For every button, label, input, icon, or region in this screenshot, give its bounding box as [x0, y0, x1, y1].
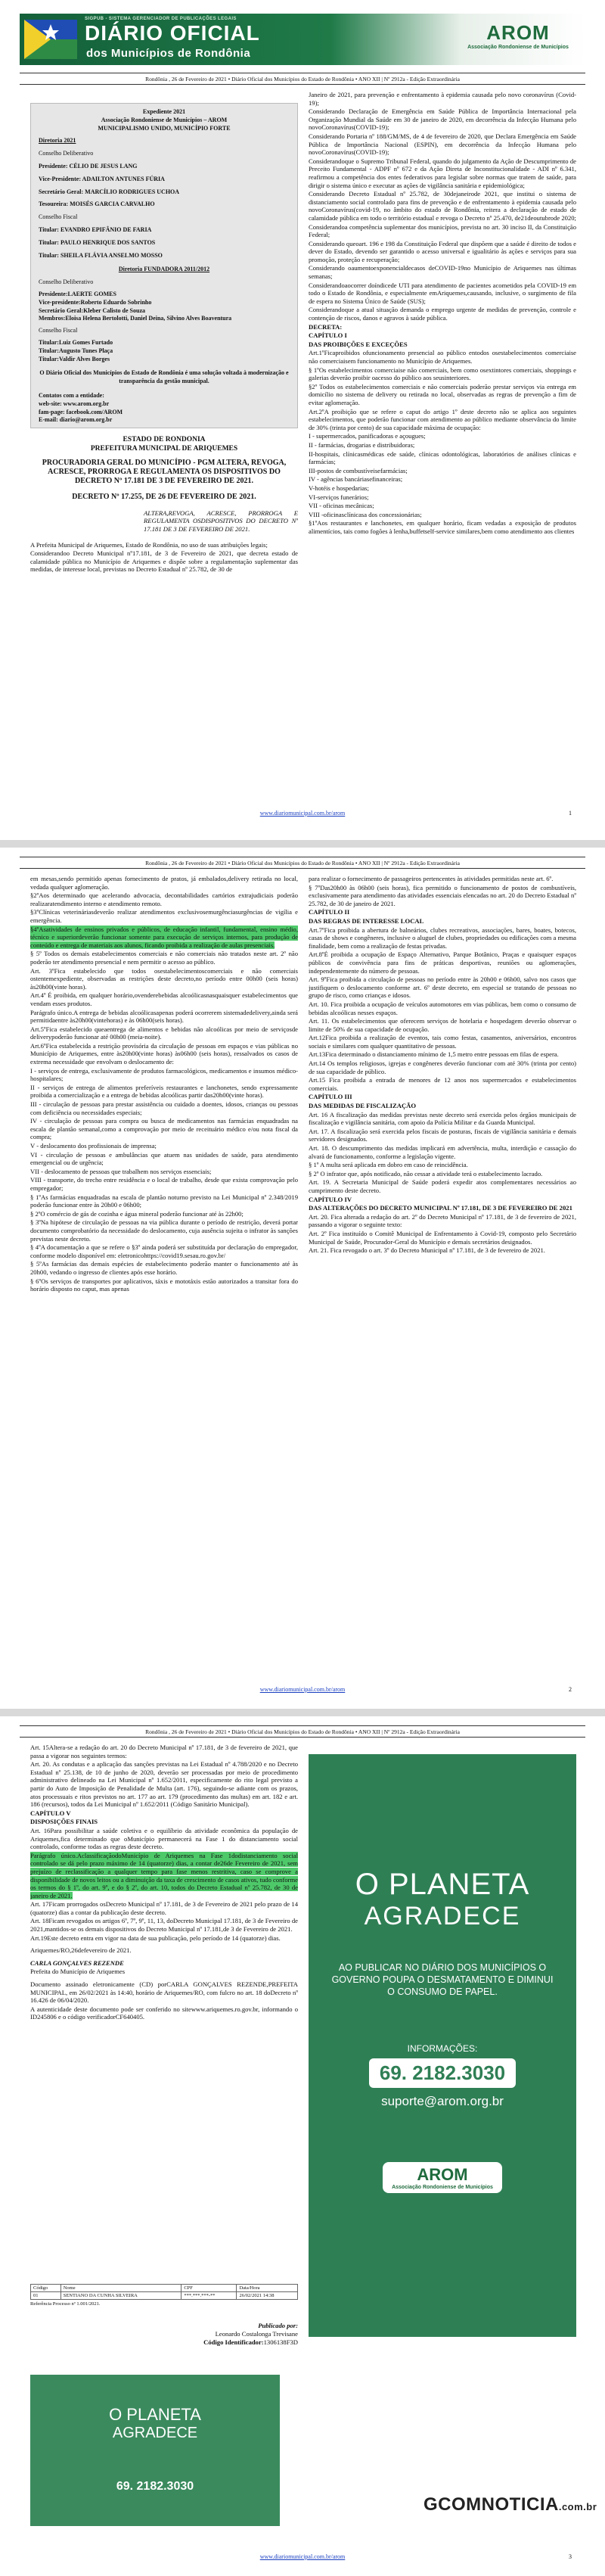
role-line: Secretário Geral: MARCÍLIO RODRIGUES UCHOA [39, 188, 180, 195]
paragraph: § 2ºO comércio de gás de cozinha e água mineral poderão funcionar até às 22h00; [30, 1209, 244, 1218]
paragraph: A autenticidade deste documento pode ser conferido no sitewww.ariquemes.ro.gov.br, informando o ID245806 e o código verificadorCF640405. [30, 2005, 298, 2021]
date-line: Ariquemes/RO,26defevereiro de 2021. [30, 1946, 132, 1955]
paragraph: Considerando Portaria nº 188/GM/MS, de 4 de fevereiro de 2020, que Declara Emergência em Saúde Pública de Importância Nacional (ESPIN), em decorrência da Infecção Humana pelo novoCoronavírus(COVID-19); [309, 132, 576, 157]
paragraph: Art.4º É proibida, em qualquer horário,ovenderebebidas alcoólicasnasquaisquer estabelecimentos que vendam esses produtos. [30, 991, 298, 1007]
paragraph: V - deslocamento dos profissionais de imprensa; [30, 1142, 157, 1150]
state-name: ESTADO DE RONDÔNIA [123, 436, 206, 443]
act-heading: PROCURADORIA GERAL DO MUNICÍPIO - PGM ALTERA, REVOGA, ACRESCE, PRORROGA E REGULAMENTA OS DISPOSITIVOS DO DECRETO Nº 17.181 DE 3 DE FEVEREIRO DE 2021. [42, 459, 287, 486]
paragraph: Art. 21. Fica revogado o art. 3º do Decreto Municipal nº 17.181, de 3 de fevereiro de 2021. [309, 1246, 545, 1255]
paragraph: II-hospitais, clínicasmédicas ede saúde, clínicas odontológicas, laboratórios de análises clínicas e farmácias; [309, 450, 576, 466]
process-reference: Referência Processo nº 1.001/2021. [30, 2301, 101, 2307]
arom-logo [461, 21, 575, 59]
role-line: Titular: SHEILA FLÁVIA ANSELMO MOSSO [39, 251, 163, 259]
paragraph: VI-serviços funerários; [309, 493, 369, 501]
section-heading: CAPÍTULO V [30, 1809, 71, 1817]
paragraph: Art. 18Ficam revogados os artigos 6º, 7º, 9º, 11, 13, doDecreto Municipal 17.181, de 3 de Fevereiro de 2021,mantidos-se os demais dispositivos do Decreto Municipal nº 17.181,de 3 de Fevereiro de 2021. [30, 1917, 298, 1934]
founder-line: Presidente:LAERTE GOMES [39, 290, 116, 297]
paragraph: Art. 16Para possibilitar a saúde coletiva e o equilíbrio da atividade econômica da população de Ariquemes,fica determinado que oMunicípio permanecerá na Fase 1 do distanciamento social controlado, conforme todas as regras deste decreto. [30, 1826, 298, 1851]
ad-info-label: INFORMAÇÕES: [407, 2043, 478, 2054]
decree-ementa: ALTERA,REVOGA, ACRESCE, PRORROGA E REGULAMENTA OSDISPOSITIVOS DO DECRETO Nº 17.181 DE 3 DE FEVEREIRO DE 2021. [144, 509, 298, 533]
role-line: Titular: PAULO HENRIQUE DOS SANTOS [39, 238, 156, 246]
section-heading: DAS PROIBIÇÕES E EXCEÇÕES [309, 340, 408, 348]
table-row [31, 2292, 298, 2300]
page-number: 2 [569, 1686, 572, 1693]
paragraph: Art.8ºÉ proibida a ocupação de Espaço Alternativo, Parque Botânico, Praças e quaisquer espaços públicos de convivência para fins de práticas desportivas, reuniões ou aglomerações, independentemente do número de pessoas. [309, 950, 576, 975]
paragraph: Considerando queoart. 196 e 198 da Constituição Federal que dispõem que a saúde é direito de todos e dever do Estado, devendo ser garantido o acesso universal e igualitário às ações e serviços para sua promoção, proteção e recuperação; [309, 239, 576, 263]
expediente-line: Associação Rondoniense de Municípios – AROM [101, 116, 228, 123]
decree-title: DECRETO Nº 17.255, DE 26 DE FEVEREIRO DE 2021. [72, 493, 256, 502]
section-heading: CAPÍTULO IV [309, 1195, 352, 1203]
highlight: §4ºAsatividades de ensinos privados e públicos, de educação infantil, fundamental, ensino médio, técnico e superiordeverão funcionar somente para execução de serviços internos, para produção de conteúdo e entrega de materiais aos alunos, ficando proibida a realização de aulas presenciais. [30, 925, 298, 949]
paragraph: VI - circulação de pessoas e ambulâncias que atuem nas unidades de saúde, para atendimento emergencial ou de urgência; [30, 1150, 298, 1167]
ad-email: suporte@arom.org.br [381, 2094, 504, 2108]
paragraph: Art.12Fica proibida a realização de eventos, tais como festas, casamentos, aniversários, encontros sociais e similares com qualquer quantitativo de pessoas. [309, 1034, 576, 1050]
table-cell: 01 [31, 2292, 61, 2300]
directory-heading: Diretoria 2021 [39, 137, 76, 145]
paragraph: Art. 20. Fica alterada a redação do art. 2º do Decreto Municipal nº 17.181, de 3 de fevereiro de 2021, passando a vigorar o seguinte texto: [309, 1212, 576, 1229]
paragraph: Art.15 Fica proibida a entrada de menores de 12 anos nos supermercados e estabelecimentos comerciais. [309, 1076, 576, 1092]
section-heading: DISPOSIÇÕES FINAIS [30, 1818, 98, 1826]
paragraph: Considerandoa competência suplementar dos municípios, prevista no art. 30 inciso II, da Constituição Federal; [309, 222, 576, 239]
rondonia-flag-icon [24, 20, 77, 59]
page-1 [0, 0, 605, 840]
planet-ad-small [30, 2375, 280, 2526]
signer-role: Prefeita do Município de Ariquemes [30, 1968, 126, 1976]
table-header: Data/Hora [237, 2285, 298, 2292]
ad-line2: AGRADECE [364, 1902, 521, 1930]
paragraph: VII - oficinas mecânicas; [309, 502, 374, 510]
arom-logo-caption: Associação Rondoniense de Municípios [467, 45, 569, 50]
identifier-code: 1306138F3D [263, 2338, 298, 2346]
paragraph: Art. 16 A fiscalização das medidas previstas neste decreto será exercida pelos órgãos municipais de fiscalização e vigilância sanitária, com apoio da Polícia Militar e da Guarda Municipal. [309, 1110, 576, 1127]
page-number: 1 [569, 810, 572, 817]
section-heading: CAPÍTULO II [309, 908, 350, 916]
page-footer [20, 2553, 585, 2560]
paragraph: §1ºAos restaurantes e lanchonetes, em qualquer horário, ficam vedadas a exposição de produtos alimentícios, tais como fogões à lenha,buffetself-service similares,bem como atendimento aos clientes [309, 519, 576, 535]
ad-line1: O PLANETA [109, 2405, 201, 2424]
founder-line: Vice-presidente:Roberto Eduardo Sobrinho [39, 298, 152, 306]
paragraph: § 2º O infrator que, após notificado, não cessar a atividade terá o estabelecimento lacrado. [309, 1169, 543, 1178]
paragraph: IV - agências bancáriasefinanceiras; [309, 475, 403, 484]
paragraph: IV - circulação de pessoas para compra ou busca de medicamentos nas farmácias enquadradas na escala de plantão semanal,como a comprovação por meio de receituário médico e/ou nota fiscal da compra; [30, 1117, 298, 1141]
section-heading: CAPÍTULO I [309, 331, 347, 340]
contact-line: fam-page: facebook.com/AROM [39, 408, 123, 415]
paragraph: para realizar o fornecimento de passageiros pertencentes às atividades permitidas neste art. 6º. [309, 875, 554, 882]
table-header: Código [31, 2285, 61, 2292]
founder-line: Titular:Augusto Tunes Plaça [39, 347, 113, 354]
arom-logo [383, 2162, 502, 2193]
paragraph: Art. 17Ficam prorrogados osDecreto Municipal nº 17.181, de 3 de Fevereiro de 2021 pelo prazo de 14 (quatorze) dias a contar da publicação deste decreto. [30, 1900, 298, 1916]
code-label: Código Identificador: [203, 2338, 264, 2346]
table-cell: SENTIANO DA CUNHA SILVEIRA [60, 2292, 182, 2300]
highlighted-paragraph [30, 926, 298, 950]
p2-left-column [30, 875, 298, 1677]
highlight: Parágrafo único.AclassificaçãodoMunicípio de Ariquemes na Fase 1dodistanciamento social controlado se dá pelo prazo máximo de 14 (quatorze) dias, a contar de26de Fevereiro de 2021, sem prejuízo de reclassificação a qualquer tempo para fase menos restritiva, caso se comprove a disponibilidade de novos leitos ou a diminuição da taxa de crescimento de casos ativos, tudo conforme os termos do § 1º, do art. 9º, e do § 2º, do art. 10, todos do Decreto Estadual nº 25.782, de 30 de janeiro de 2021. [30, 1851, 298, 1899]
ad-phone: 69. 2182.3030 [369, 2058, 516, 2088]
table-header: CPF [182, 2285, 237, 2292]
paragraph: § 1º A multa será aplicada em dobro em caso de reincidência. [309, 1161, 468, 1169]
paragraph: § 5º Todos os demais estabelecimentos comerciais e não comerciais não tratados neste art. 2º não poderão ter atendimento presencial e nem permitir o acesso ao público. [30, 950, 298, 966]
paragraph: Art. 20. As condutas e a aplicação das sanções previstas na Lei Estadual nº 4.788/2020 e no Decreto Estadual nº 25.138, de 10 de junho de 2020, deverão ser processadas por meio de procedimento administrativo delineado na Lei Municipal nº 1.652/2011, especificamente do rito legal previsto a partir do Auto de Imposição de Penalidade de Multa (art. 176), seguindo-se adiante com os prazos, atos processuais e ritos previstos no art. 177 ao art. 179 (procedimento das multas) em art. 182 e art. 186 (recursos), todos da Lei Municipal nº 1.652/2011 (Código Sanitário Municipal). [30, 1760, 298, 1809]
contact-line: Contatos com a entidade: [39, 391, 104, 399]
paragraph: Art.5ºFica estabelecido queaentrega de alimentos e bebidas não alcoólicas por meio de serviçosde deliverypoderão funcionar até 00h00 (meia-noite). [30, 1025, 298, 1041]
masthead-title: DIÁRIO OFICIAL [85, 21, 260, 45]
paragraph: Parágrafo único.A entrega de bebidas alcoólicasapenas poderá ocorrerem sistemadedelivery,ainda será permitidaentre às20h00(vintehoras) e às 06h00(seis horas). [30, 1008, 298, 1025]
founder-line: Conselho Fiscal [39, 327, 78, 334]
expediente-line: Expediente 2021 [142, 108, 186, 115]
masthead-banner [20, 14, 585, 65]
signer-name: CARLA GONÇALVES REZENDE [30, 1958, 124, 1967]
paragraph: § 5ºAs farmácias das demais espécies de estabelecimento poderão manter o funcionamento até às 20h00, vedando o ingresso de clientes após esse horário. [30, 1260, 298, 1276]
paragraph: VII - deslocamento de pessoas que trabalhem nos serviços essenciais; [30, 1167, 212, 1175]
role-line: Conselho Fiscal [39, 213, 78, 221]
role-line: Presidente: CÉLIO DE JESUS LANG [39, 162, 138, 170]
publication-info [30, 2322, 298, 2347]
page-2 [0, 848, 605, 1709]
paragraph: Considerando oaumentoexponencialdecasos deCOVID-19no Município de Ariquemes nas últimas semanas; [309, 264, 576, 281]
running-header: Rondônia , 26 de Fevereiro de 2021 • Diário Oficial dos Municípios do Estado de Rondônia • ANO XII | Nº 2912a - Edição Extraordinária [20, 1725, 585, 1738]
section-heading: CAPÍTULO III [309, 1093, 352, 1101]
mission-text: O Diário Oficial dos Municípios do Estado de Rondônia é uma solução voltada à modernização e transparência da gestão municipal. [39, 369, 289, 385]
founders-heading: Diretoria FUNDADORA 2011/2012 [118, 266, 210, 273]
p2-right-column [309, 875, 576, 1677]
p1-right-column [309, 91, 576, 802]
paragraph: II - serviços de entrega de alimentos preferíveis restaurantes e lanchonetes, sendo expressamente proibida a comercialização e a entrega de bebidas alcoólicas partir das20h00(vinte horas). [30, 1083, 298, 1100]
paragraph: VIII - transporte, do trecho entre residência e o local de trabalho, desde que exista comprovação pelo empregador; [30, 1176, 298, 1192]
paragraph: Art. 18. O descumprimento das medidas implicará em advertência, multa, interdição e cassação do alvará de funcionamento, conforme a legislação vigente. [309, 1144, 576, 1160]
paragraph: Art.1ºFicaproibidos ofuncionamento presencial ao público entodos osestabelecimentos comerciaise não comerciaisem funcionamento no Município de Ariquemes. [309, 349, 576, 365]
footer-link[interactable]: www.diariomunicipal.com.br/arom [259, 810, 346, 817]
section-heading: DAS REGRAS DE INTERESSE LOCAL [309, 916, 424, 925]
paragraph: I - serviços de entrega, exclusivamente de produtos farmacológicos, medicamentos e insumos médico-hospitalares; [30, 1066, 298, 1083]
paragraph: II - farmácias, drogarias e distribuidoras; [309, 440, 415, 449]
paragraph: § 6ºOs serviços de transportes por aplicativos, táxis e mototáxis estão autorizados a transitar fora do horário disposto no caput, mas apenas [30, 1277, 298, 1293]
paragraph: III - circulação de pessoas para prestar assistência ou cuidado a doentes, idosos, crianças ou pessoas com deficiência ou necessidades especiais; [30, 1100, 298, 1116]
paragraph: Art. 2º Fica instituído o Comitê Municipal de Enfrentamento à Covid-19, composto pelo Secretário Municipal de Saúde, Procurador-Geral do Município e demais secretários designados. [309, 1229, 576, 1246]
ad-phone: 69. 2182.3030 [116, 2480, 194, 2493]
paragraph: Art. 15Altera-se a redação do art. 20 do Decreto Municipal nº 17.181, de 3 de fevereiro de 2021, que passa a vigorar nos seguintes termos: [30, 1744, 298, 1759]
prefecture-name: PREFEITURA MUNICIPAL DE ARIQUEMES [90, 444, 238, 453]
paragraph: VIII -oficinasclínicasa dos concessionárias; [309, 510, 422, 518]
page-footer [20, 810, 585, 817]
paragraph: Documento assinado eletronicamente (CD) porCARLA GONÇALVES REZENDE,PREFEITA MUNICIPAL, em 26/02/2021 às 14:40, horário de Ariquemes/RO, com fulcro no art. 18 doDecreto nº 16.426 de 06/04/2020. [30, 1980, 298, 2005]
paragraph: Considerandoo Decreto Municipal nº17.181, de 3 de Fevereiro de 2021, que decreta estado de calamidade pública no Município de Ariquemes e dispõe sobre a regulamentação suplementar das medidas, de interesse local, previstas no Decreto Estadual nº 25.782, de 30 de [30, 549, 298, 574]
table-cell: 26/02/2021 14:38 [237, 2292, 298, 2300]
ad-line2: AGRADECE [112, 2425, 198, 2441]
section-heading: DAS ALTERAÇÕES DO DECRETO MUNICIPAL Nº 17.181, DE 3 DE FEVEREIRO DE 2021 [309, 1204, 572, 1212]
ad-body: AO PUBLICAR NO DIÁRIO DOS MUNICÍPIOS O GOVERNO POUPA O DESMATAMENTO E DIMINUI O CONSUMO DE PAPEL. [331, 1962, 554, 1997]
expediente-line: MUNICIPALISMO UNIDO, MUNICÍPIO FORTE [98, 124, 231, 132]
table-cell: ***.***.***-** [182, 2292, 237, 2300]
paragraph: V-hotéis e hospedarias; [309, 484, 369, 492]
page-3 [0, 1716, 605, 2576]
paragraph: A Prefeita Municipal de Ariquemes, Estado de Rondônia, no uso de suas atribuições legais; [30, 540, 268, 549]
paragraph: Considerandoque a atual situação demanda o emprego urgente de medidas de prevenção, controle e contenção de riscos, danos e agravos à saúde pública. [309, 306, 576, 322]
founder-line: Conselho Deliberativo [39, 278, 94, 286]
publisher-name: Leonardo Costalonga Trevisane [215, 2330, 298, 2338]
published-by-label: Publicado por: [258, 2322, 298, 2329]
paragraph: § 1ºOs estabelecimentos comerciaise não comerciais, bem como osextintores comerciais, shoppings e galerias deverão proibir oacesso do público aos seusinteriores. [309, 366, 576, 382]
paragraph: Art. 10. Fica proibida a ocupação de veículos automotores em vias públicas, bem como o consumo de bebidas alcoólicas nesses espaços. [309, 1000, 576, 1016]
paragraph: § 1ºAs farmácias enquadradas na escala de plantão noturno previsto na Lei Municipal nº 2.348/2019 poderão funcionar entre às 20h00 e 06h00; [30, 1193, 298, 1209]
page-number: 3 [569, 2553, 572, 2560]
contact-line: web-site: www.arom.org.br [39, 400, 110, 407]
p3-left-column [30, 1744, 298, 2273]
p1-left-column [30, 436, 298, 761]
paragraph: Considerando Declaração de Emergência em Saúde Pública de Importância Internacional pela Organização Mundial da Saúde em 30 de janeiro de 2020, em decorrência da Infecção Humana pelo novoCoronavírus(COVID-19); [309, 107, 576, 132]
role-line: Titular: EVANDRO EPIFÂNIO DE FARIA [39, 226, 152, 233]
founder-line: Secretário Geral:Kleber Calisto de Souza [39, 306, 146, 314]
signature-table [30, 2284, 298, 2307]
paragraph: Art.6ºFica estabelecida a restrição provisória da circulação de pessoas em espaços e vias públicas no Município de Ariquemes, entre às20h00(vinte horas) às06h00 (seis horas), ressalvados os casos de extrema necessidade que envolvam o deslocamento de: [30, 1041, 298, 1066]
paragraph: Art.7ºFica proibida a abertura de balneários, clubes recreativos, associações, bares, boates, botecos, casas de shows e congêneres, inclusive o aluguel de clubes, propriedades ou edificações com a mesma finalidade, bem como a realização de festas privadas. [309, 926, 576, 950]
table-header: Nome [60, 2285, 182, 2292]
paragraph: Janeiro de 2021, para prevenção e enfrentamento à epidemia causada pelo novo coronavírus (Covid-19); [309, 91, 576, 107]
paragraph: III-postos de combustíveisefarmácias; [309, 466, 408, 474]
paragraph: Art. 11. Os estabelecimentos que oferecem serviços de hotelaria e hospedagem deverão observar o limite de 50% de sua capacidade de ocupação. [309, 1017, 576, 1033]
paragraph: Art.2ºA proibição que se refere o caput do artigo 1º deste decreto não se aplica aos seguintes estabelecimentos, que poderão funcionar com atendimento ao público mediante observância do limite de 30% (trinta por cento) de sua capacidade máxima de ocupação: [309, 407, 576, 431]
paragraph: Considerandoaocorrer doíndicede UTI para atendimento de pacientes acometidos pela COVID-19 em todo o Estado de Rondônia, e especialmente emAriquemes,causando, inclusive, o surgimento de fila de espera no Sistema Único de Saúde (SUS); [309, 281, 576, 305]
running-header: Rondônia , 26 de Fevereiro de 2021 • Diário Oficial dos Municípios do Estado de Rondônia • ANO XII | Nº 2912a - Edição Extraordinária [20, 857, 585, 869]
footer-link[interactable]: www.diariomunicipal.com.br/arom [259, 2553, 346, 2560]
running-header: Rondônia , 26 de Fevereiro de 2021 • Diário Oficial dos Municípios do Estado de Rondônia • ANO XII | Nº 2912a - Edição Extraordinária [20, 73, 585, 85]
section-heading: DAS MEDIDAS DE FISCALIZAÇÃO [309, 1102, 417, 1110]
masthead-subtitle: dos Municípios de Rondônia [86, 47, 251, 60]
paragraph: I - supermercados, panificadoras e açougues; [309, 432, 426, 440]
watermark-suffix: .com.br [558, 2501, 597, 2512]
ad-line1: O PLANETA [355, 1868, 530, 1901]
section-heading: DECRETA: [309, 322, 343, 331]
arom-logo-caption: Associação Rondoniense de Municípios [392, 2185, 493, 2190]
role-line: Tesoureira: MOISÉS GARCIA CARVALHO [39, 201, 155, 208]
role-line: Conselho Deliberativo [39, 150, 94, 157]
paragraph: Considerando Decreto Estadual nº 25.782, de 30dejaneirode 2021, que institui o sistema de distanciamento social controlado para fins de prevenção e de enfrentamento à epidemia causada pelo novoCoronavírus(covid-19, no âmbito do estado de Rondônia, reitera a declaração de estado de calamidade pública em todo o território estadual e revoga o Decreto nº 25.470, de21deoutubrode 2020; [309, 190, 576, 222]
paragraph: Art. 3ºFica estabelecido que todos osestabelecimentoscomerciais e não comerciais ostentemexpediente, observadas as restrições deste decreto,no período entre 00h00 (seis horas) às20h00(vinte horas). [30, 966, 298, 991]
arom-logo-text: AROM [417, 2165, 468, 2184]
paragraph: Art. 9ºFica proibida a circulação de pessoas no período entre às 20h00 e 06h00, salvo nos casos que justifiquem o deslocamento conforme art. 6º deste decreto, em especial se tratando de pessoas no grupo de risco, como crianças e idosos. [309, 975, 576, 1000]
system-line: SIGPUB - SISTEMA GERENCIADOR DE PUBLICAÇÕES LEGAIS [85, 17, 237, 21]
page-footer [20, 1686, 585, 1693]
paragraph: §2º Todos os estabelecimentos comerciais e não comerciais poderão prestar serviços via entrega em domicílio no sistema de delivery ou retirada no local, observadas as regras de prevenção a fim de evitar aglomeração. [309, 382, 576, 406]
highlighted-paragraph [30, 1852, 298, 1900]
watermark [424, 2494, 597, 2515]
founder-line: Membros:Eloisa Helena Bertolotti, Daniel Deina, Silvino Alves Boaventura [39, 315, 232, 322]
paragraph: §2ºAos determinado que acelerando advocacia, decontabilidades cartórios extrajudiciais poderão realizaratendimento interno e atendimento remoto. [30, 891, 298, 907]
paragraph: § 7ºDas20h00 às 06h00 (seis horas), fica permitido o funcionamento de postos de combustíveis, exclusivamente para atendimento das atividades essenciais elencadas no art. 20 do Decreto Estadual nº 25.782, de 30 de janeiro de 2021. [309, 883, 576, 907]
paragraph: Art. 17. A fiscalização será exercida pelos fiscais de posturas, fiscais de vigilância sanitária e demais servidores designados. [309, 1127, 576, 1143]
paragraph: § 4ºA documentação a que se refere o §3º ainda poderá ser substituída por declaração do empregador, conforme modelo disponível em: eletronicohttps://covid19.sesau.ro.gov.br/ [30, 1243, 298, 1259]
footer-link[interactable]: www.diariomunicipal.com.br/arom [259, 1686, 346, 1693]
paragraph: §3ºClínicas veterináriasdeverão realizar atendimentos exclusivosemurgênciasurgências de vigília e emergência. [30, 908, 298, 924]
founder-line: Titular:Valdir Alves Borges [39, 355, 110, 362]
paragraph: em mesas,sendo permitido apenas fornecimento de pratos, já embalados,delivery retirada no local, vedada qualquer aglomeração. [30, 875, 298, 891]
paragraph: Art.14 Os templos religiosos, igrejas e congêneres deverão funcionar com até 30% (trinta por cento) de sua capacidade de público. [309, 1059, 576, 1075]
watermark-text: GCOMNOTICIA [424, 2494, 559, 2515]
paragraph: Considerandoque o Supremo Tribunal Federal, quando do julgamento da Ação de Descumprimento de Preceito Fundamental - ADPF nº 672 e da Ação Direta de Inconstitucionalidade - ADI nº 6.341, reafirmou a competência dos entes federativos para legislar sobre normas que tratem de saúde, para dirigir o sistema único e executar as ações de vigilância sanitária e epidemiológica; [309, 157, 576, 189]
planet-ad-large [309, 1754, 576, 2337]
role-line: Vice-Presidente: ADAILTON ANTUNES FÚRIA [39, 175, 165, 182]
expediente-box [30, 103, 298, 428]
contact-line: E-mail: diario@arom.org.br [39, 416, 113, 424]
paragraph: Art. 19. A Secretaria Municipal de Saúde poderá expedir atos complementares necessários ao cumprimento deste decreto. [309, 1178, 576, 1194]
paragraph: Art.19Este decreto entra em vigor na data de sua publicação, pelo período de 14 (quatorze) dias. [30, 1934, 281, 1942]
founder-line: Titular:Luiz Gomes Furtado [39, 338, 113, 346]
arom-logo-text: AROM [486, 21, 550, 44]
paragraph: § 3ºNa hipótese de circulação de pessoas na via pública durante o período de restrição, deverá portar documento comprobatório da necessidade do deslocamento, cuja ausência sujeita o infrator às sanções previstas neste decreto. [30, 1218, 298, 1243]
paragraph: Art.13Fica determinado o distanciamento mínimo de 1,5 metro entre pessoas em filas de espera. [309, 1050, 559, 1059]
